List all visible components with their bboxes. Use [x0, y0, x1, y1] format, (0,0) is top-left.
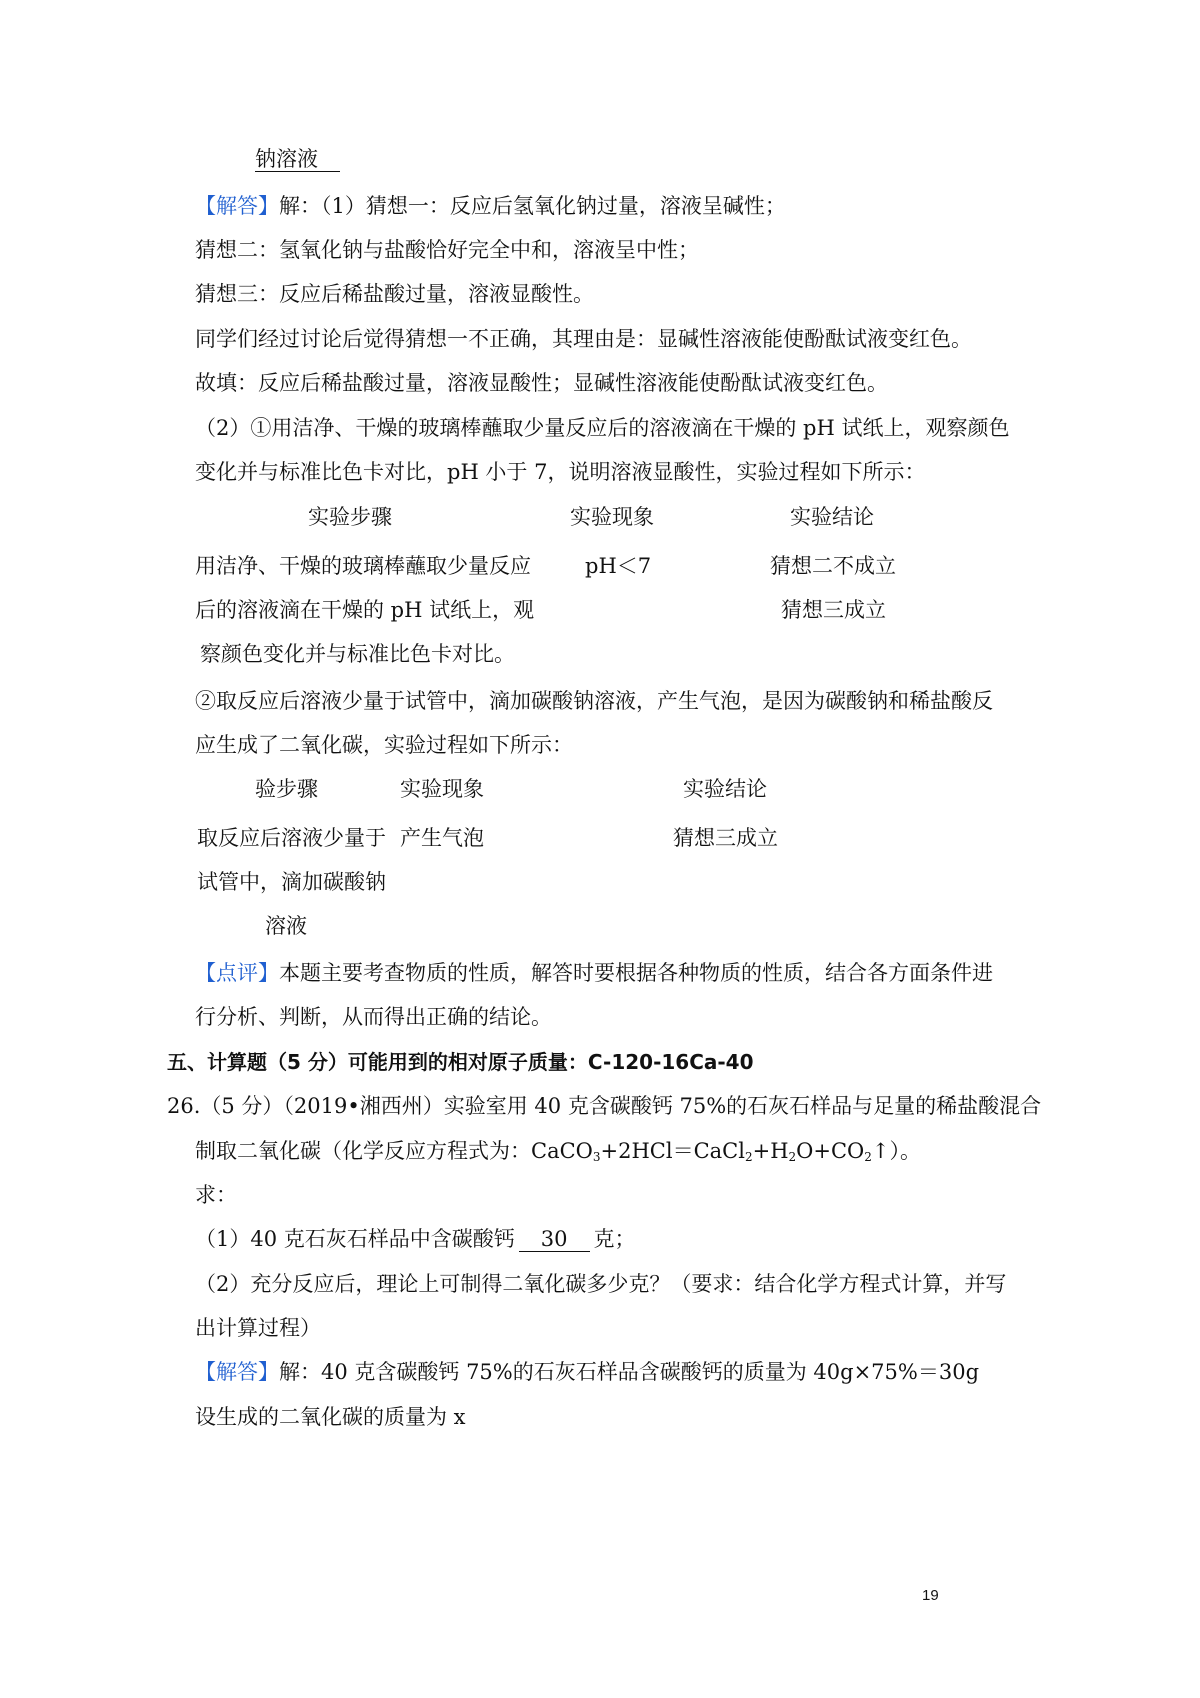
solution-line-2: 设生成的二氧化碳的质量为 x [195, 1405, 466, 1429]
table1-step-line: 后的溶液滴在干燥的 pH 试纸上，观 [195, 598, 535, 622]
question-26-part-2: （2）充分反应后，理论上可制得二氧化碳多少克？（要求：结合化学方程式计算，并写 [195, 1272, 1007, 1296]
table2-step-line: 溶液 [265, 914, 307, 938]
underlined-answer: 钠溶液 [255, 147, 340, 172]
answer-line-6: （2）①用洁净、干燥的玻璃棒蘸取少量反应后的溶液滴在干燥的 pH 试纸上，观察颜色 [195, 416, 1010, 440]
table1-header-step: 实验步骤 [308, 505, 392, 529]
table2-header-phenomenon: 实验现象 [400, 777, 484, 801]
comment-line-2: 行分析、判断，从而得出正确的结论。 [195, 1005, 552, 1029]
question-26-line-1: 26.（5 分）（2019•湘西州）实验室用 40 克含碳酸钙 75%的石灰石样品与足量的稀盐酸混合 [167, 1094, 1042, 1118]
comment-line-1: 【点评】本题主要考查物质的性质，解答时要根据各种物质的性质，结合各方面条件进 [195, 961, 993, 985]
table1-step-line: 用洁净、干燥的玻璃棒蘸取少量反应 [195, 554, 531, 578]
table1-phenomenon: pH＜7 [585, 554, 652, 578]
answer-line-4: 同学们经过讨论后觉得猜想一不正确，其理由是：显碱性溶液能使酚酞试液变红色。 [195, 327, 972, 351]
table2-step-line: 试管中，滴加碳酸钠 [197, 870, 386, 894]
question-26-line-2: 制取二氧化碳（化学反应方程式为：$CaCO_3+2HCl=CaCl_2+H_2O+CO_2↑$）。 [195, 1139, 922, 1164]
section-heading: 五、计算题（5 分）可能用到的相对原子质量：C-120-16Ca-40 [167, 1050, 754, 1074]
question-26-part-1: （1）40 克石灰石样品中含碳酸钙 30 克； [195, 1227, 636, 1251]
answer-line-2: 猜想二：氢氧化钠与盐酸恰好完全中和，溶液呈中性； [195, 238, 699, 262]
table2-header-step: 验步骤 [255, 777, 318, 801]
table1-header-conclusion: 实验结论 [790, 505, 874, 529]
table2-phenomenon: 产生气泡 [400, 826, 484, 850]
solution-tag: 【解答】 [195, 1360, 279, 1384]
table2-header-conclusion: 实验结论 [683, 777, 767, 801]
answer-line-7: 变化并与标准比色卡对比，pH 小于 7，说明溶液显酸性，实验过程如下所示： [195, 460, 926, 484]
solution-line-1: 【解答】解：40 克含碳酸钙 75%的石灰石样品含碳酸钙的质量为 40g×75%＝30g [195, 1360, 980, 1384]
answer-blank: 30 [519, 1227, 590, 1252]
table1-conclusion: 猜想三成立 [781, 598, 886, 622]
comment-tag: 【点评】 [195, 961, 279, 985]
table1-header-phenomenon: 实验现象 [570, 505, 654, 529]
continued-line [255, 145, 340, 173]
answer-line-9: 应生成了二氧化碳，实验过程如下所示： [195, 733, 573, 757]
answer-line-8: ②取反应后溶液少量于试管中，滴加碳酸钠溶液，产生气泡，是因为碳酸钠和稀盐酸反 [195, 689, 993, 713]
question-26-line-3: 求： [195, 1183, 237, 1207]
answer-line-1: 【解答】解：（1）猜想一：反应后氢氧化钠过量，溶液呈碱性； [195, 194, 786, 218]
table2-step-line: 取反应后溶液少量于 [197, 826, 386, 850]
page-number: 19 [922, 1587, 939, 1604]
table1-step-line: 察颜色变化并与标准比色卡对比。 [200, 642, 515, 666]
table1-conclusion: 猜想二不成立 [770, 554, 896, 578]
answer-line-3: 猜想三：反应后稀盐酸过量，溶液显酸性。 [195, 282, 594, 306]
question-26-part-2-cont: 出计算过程） [195, 1316, 321, 1340]
answer-tag: 【解答】 [195, 194, 279, 218]
table2-conclusion: 猜想三成立 [673, 826, 778, 850]
answer-line-5: 故填：反应后稀盐酸过量，溶液显酸性；显碱性溶液能使酚酞试液变红色。 [195, 371, 888, 395]
